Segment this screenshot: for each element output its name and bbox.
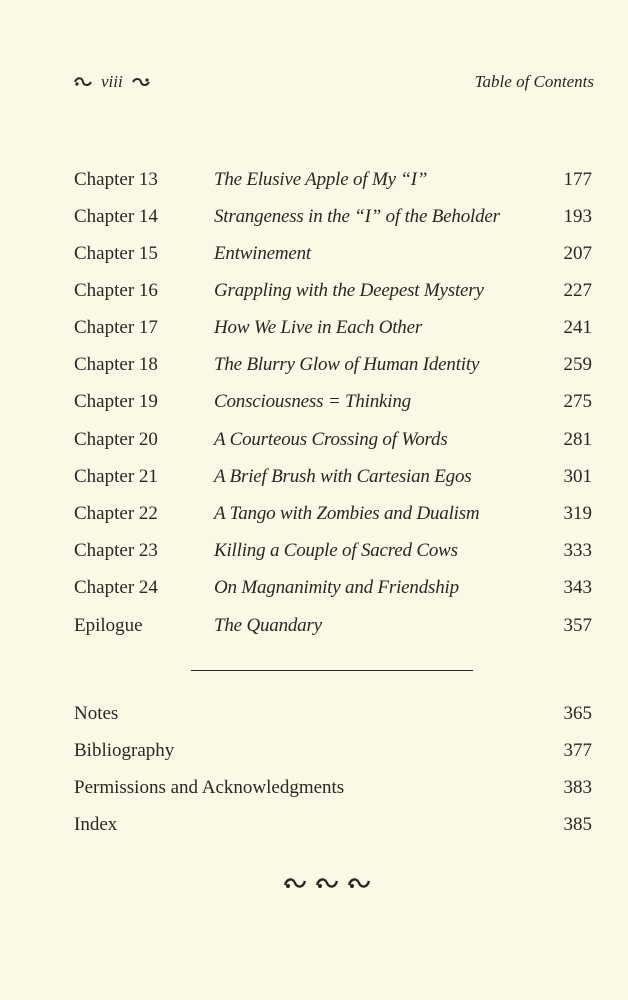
running-head	[73, 72, 594, 96]
back-matter-page: 383	[563, 777, 592, 798]
chapter-title: A Brief Brush with Cartesian Egos	[214, 466, 472, 487]
toc-row	[74, 317, 592, 347]
chapter-page: 193	[563, 206, 592, 227]
chapter-label: Chapter 21	[74, 466, 158, 487]
fleuron-icon	[283, 876, 307, 890]
chapter-page: 241	[563, 317, 592, 338]
fleuron-icon	[315, 876, 339, 890]
toc-row	[74, 354, 592, 384]
chapter-page: 227	[563, 280, 592, 301]
chapter-title: Entwinement	[214, 243, 312, 264]
chapter-label: Chapter 19	[74, 391, 158, 412]
toc-row	[74, 466, 592, 496]
chapter-page: 357	[563, 615, 592, 636]
chapter-title: Grappling with the Deepest Mystery	[214, 280, 484, 301]
fleuron-left-icon	[73, 76, 93, 88]
page-number: viii	[101, 72, 123, 91]
chapter-title: The Elusive Apple of My “I”	[214, 169, 428, 190]
running-head-title: Table of Contents	[474, 72, 594, 91]
toc-row	[74, 206, 592, 236]
back-matter-page: 377	[563, 740, 592, 761]
toc-row	[74, 280, 592, 310]
back-matter-page: 385	[563, 814, 592, 835]
chapter-label: Chapter 18	[74, 354, 158, 375]
chapter-label: Chapter 15	[74, 243, 158, 264]
chapter-label: Chapter 23	[74, 540, 158, 561]
chapter-page: 207	[563, 243, 592, 264]
folio	[73, 72, 151, 92]
chapter-label: Chapter 20	[74, 429, 158, 450]
chapter-page: 301	[563, 466, 592, 487]
chapter-page: 177	[563, 169, 592, 190]
chapter-label: Chapter 14	[74, 206, 158, 227]
end-ornament	[283, 876, 371, 890]
chapter-page: 343	[563, 577, 592, 598]
chapter-title: A Tango with Zombies and Dualism	[214, 503, 480, 524]
chapter-page: 275	[563, 391, 592, 412]
chapter-title: The Quandary	[214, 615, 322, 636]
chapter-label: Chapter 17	[74, 317, 158, 338]
back-matter-label: Permissions and Acknowledgments	[74, 777, 345, 798]
back-matter-label: Notes	[74, 703, 119, 724]
toc-row	[74, 429, 592, 459]
toc-row	[74, 814, 592, 844]
chapter-page: 281	[563, 429, 592, 450]
toc-row	[74, 540, 592, 570]
back-matter-page: 365	[563, 703, 592, 724]
toc-row	[74, 391, 592, 421]
chapter-title: A Courteous Crossing of Words	[214, 429, 448, 450]
chapter-label: Chapter 24	[74, 577, 158, 598]
toc-row	[74, 169, 592, 199]
chapter-label: Chapter 22	[74, 503, 158, 524]
toc-row	[74, 243, 592, 273]
section-divider	[191, 670, 473, 671]
chapter-title: Strangeness in the “I” of the Beholder	[214, 206, 500, 227]
toc-row	[74, 777, 592, 807]
fleuron-icon	[347, 876, 371, 890]
fleuron-right-icon	[131, 76, 151, 88]
chapter-page: 319	[563, 503, 592, 524]
chapter-label: Epilogue	[74, 615, 143, 636]
chapter-title: On Magnanimity and Friendship	[214, 577, 459, 598]
toc-row	[74, 577, 592, 607]
toc-row	[74, 703, 592, 733]
back-matter-label: Bibliography	[74, 740, 175, 761]
chapter-page: 259	[563, 354, 592, 375]
chapter-label: Chapter 13	[74, 169, 158, 190]
chapter-title: The Blurry Glow of Human Identity	[214, 354, 480, 375]
toc-row	[74, 503, 592, 533]
toc-row	[74, 740, 592, 770]
chapter-label: Chapter 16	[74, 280, 158, 301]
chapter-page: 333	[563, 540, 592, 561]
chapter-title: How We Live in Each Other	[214, 317, 423, 338]
back-matter-label: Index	[74, 814, 118, 835]
toc-row	[74, 615, 592, 645]
chapter-title: Consciousness = Thinking	[214, 391, 411, 412]
chapter-title: Killing a Couple of Sacred Cows	[214, 540, 458, 561]
